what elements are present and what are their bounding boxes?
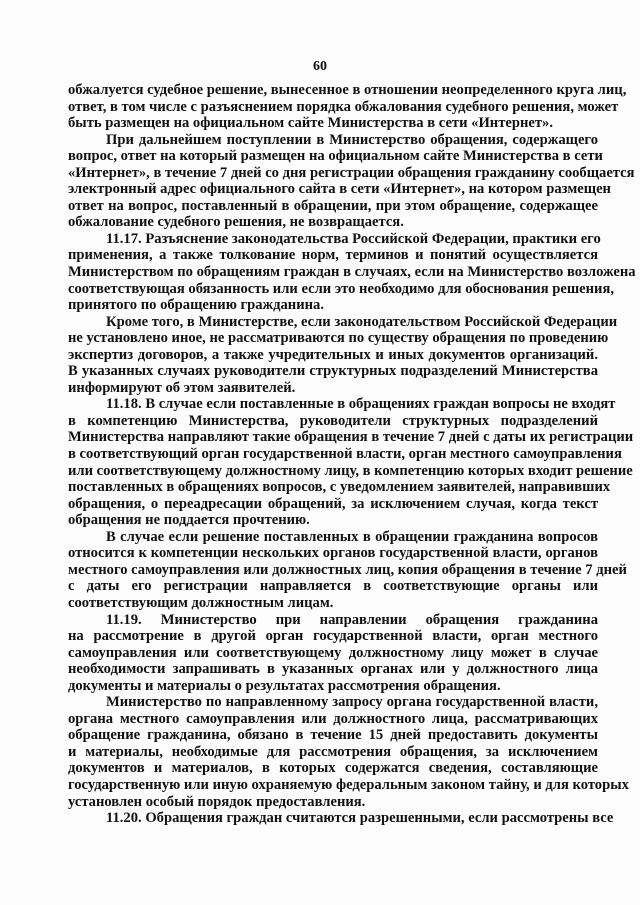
- paragraph: [68, 230, 636, 314]
- text-line: и материалы, необходимые для рассмотрения обращения, за исключением: [68, 743, 598, 760]
- text-line: местного самоуправления или должностных лиц, копия обращения в течение 7 дней: [68, 561, 627, 578]
- text-line: электронный адрес официального сайта в сети «Интернет», на котором размещен: [68, 181, 611, 198]
- text-line: на рассмотрение в другой орган государственной власти, орган местного: [68, 628, 598, 645]
- document-body: [68, 82, 636, 827]
- paragraph: [68, 82, 627, 132]
- paragraph: [68, 694, 629, 810]
- text-line: вопрос, ответ на который размещен на официальном сайте Министерства в сети: [68, 148, 603, 165]
- text-line: поставленных в обращениях вопросов, с уведомлением заявителей, направивших: [68, 479, 611, 496]
- text-line: в соответствующий орган государственной власти, орган местного самоуправления: [68, 446, 622, 463]
- paragraph: [68, 313, 618, 397]
- text-line: принятого по обращению гражданина.: [68, 297, 324, 314]
- text-line: относится к компетенции нескольких органов государственной власти, органов: [68, 545, 598, 562]
- text-line: 11.17. Разъяснение законодательства Российской Федерации, практики его: [106, 230, 601, 247]
- text-line: В случае если решение поставленных в обращении гражданина вопросов: [106, 528, 598, 545]
- text-line: установлен особый порядок предоставления.: [68, 793, 366, 810]
- text-line: органа местного самоуправления или должностного лица, рассматривающих: [68, 710, 598, 727]
- text-line: ответ, в том числе с разъяснением порядка обжалования судебного решения, может: [68, 98, 619, 115]
- text-line: самоуправления или соответствующему должностному лицу может в случае: [68, 644, 598, 661]
- text-line: применения, а также толкование норм, терминов и понятий осуществляется: [68, 247, 598, 264]
- text-line: Министерства направляют такие обращения в течение 7 дней с даты их регистрации: [68, 429, 634, 446]
- text-line: документов и материалов, в которых содержатся сведения, составляющие: [68, 760, 598, 777]
- text-line: Министерством по обращениям граждан в случаях, если на Министерство возложена: [68, 264, 636, 281]
- page-number: 60: [313, 59, 327, 74]
- text-line: государственную или иную охраняемую федеральным законом тайну, и для которых: [68, 776, 629, 793]
- text-line: с даты его регистрации направляется в соответствующие органы или: [68, 578, 598, 595]
- text-line: 11.20. Обращения граждан считаются разрешенными, если рассмотрены все: [106, 810, 614, 827]
- text-line: обжалование судебного решения, не возвращается.: [68, 214, 404, 231]
- text-line: обжалуется судебное решение, вынесенное в отношении неопределенного круга лиц,: [68, 82, 627, 98]
- paragraph: [68, 396, 634, 529]
- text-line: 11.18. В случае если поставленные в обращениях граждан вопросы не входят: [106, 396, 616, 413]
- text-line: в компетенцию Министерства, руководители структурных подразделений: [68, 412, 598, 429]
- text-line: обращение гражданина, обязано в течение 15 дней предоставить документы: [68, 727, 598, 744]
- text-line: Кроме того, в Министерстве, если законодательством Российской Федерации: [106, 313, 618, 330]
- text-line: необходимости запрашивать в указанных органах или у должностного лица: [68, 661, 598, 678]
- text-line: При дальнейшем поступлении в Министерство обращения, содержащего: [106, 131, 598, 148]
- text-line: обращения не поддается прочтению.: [68, 512, 310, 529]
- text-line: информируют об этом заявителей.: [68, 379, 296, 396]
- text-line: В указанных случаях руководители структурных подразделений Министерства: [68, 363, 598, 380]
- text-line: соответствующим должностным лицам.: [68, 594, 334, 611]
- paragraph: [68, 612, 598, 695]
- text-line: 11.19. Министерство при направлении обращения гражданина: [106, 611, 598, 628]
- paragraph: [68, 528, 627, 612]
- text-line: Министерство по направленному запросу органа государственной власти,: [106, 694, 598, 711]
- text-line: документы и материалы о результатах рассмотрения обращения.: [68, 677, 501, 694]
- text-line: экспертиз договоров, а также учредительных и иных документов организаций.: [68, 346, 598, 363]
- text-line: обращения, о переадресации обращений, за исключением случая, когда текст: [68, 495, 598, 512]
- text-line: не установлено иное, не рассматриваются по существу обращения по проведению: [68, 330, 609, 347]
- paragraph: [68, 810, 614, 827]
- text-line: соответствующая обязанность или если это необходимо для обоснования решения,: [68, 280, 615, 297]
- paragraph: [68, 131, 635, 231]
- text-line: «Интернет», в течение 7 дней со дня регистрации обращения гражданину сообщается: [68, 164, 635, 181]
- text-line: ответ на вопрос, поставленный в обращении, при этом обращение, содержащее: [68, 197, 598, 214]
- text-line: или соответствующему должностному лицу, в компетенцию которых входит решение: [68, 462, 633, 479]
- text-line: быть размещен на официальном сайте Министерства в сети «Интернет».: [68, 115, 553, 132]
